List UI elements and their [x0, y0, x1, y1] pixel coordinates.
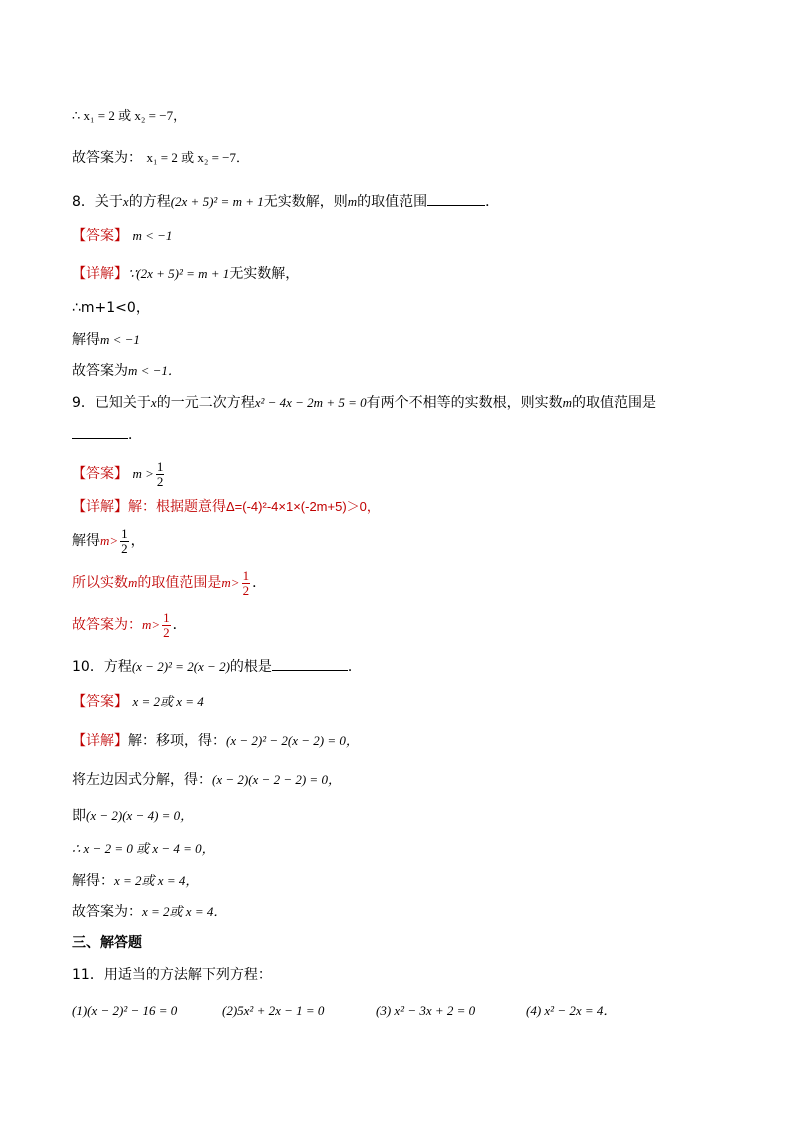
- q8-text1: 的方程: [128, 194, 171, 210]
- q9-final-prefix: 故答案为：: [72, 617, 142, 633]
- q10-cases-math: ∴ x − 2 = 0 或 x − 4 = 0，: [72, 841, 215, 856]
- q9-range-mid: 的取值范围是: [137, 575, 222, 591]
- q9-var-m: m: [562, 395, 573, 410]
- question-8: [72, 191, 499, 212]
- q9-solve-prefix: 解得: [72, 533, 100, 549]
- q8-var-x: x: [122, 194, 129, 209]
- q9-detail-line4: [72, 609, 187, 641]
- q10-answer: x = 2或 x = 4: [132, 694, 204, 709]
- q9-final-end: ．: [172, 617, 187, 633]
- q8-end: ．: [485, 194, 500, 210]
- q10-ie-text: 即: [72, 808, 86, 824]
- q9-range-fraction: $\frac{1}{2}$: [242, 567, 250, 598]
- q9-text1: 9．已知关于: [72, 395, 151, 411]
- q9-detail-line1: [72, 497, 380, 517]
- q9-solve-end: ，: [130, 533, 145, 549]
- q9-solve-fraction: $\frac{1}{2}$: [121, 525, 128, 556]
- q10-end: ．: [347, 659, 362, 675]
- q11-text: 11．用适当的方法解下列方程：: [72, 967, 272, 983]
- q9-range-prefix: 所以实数: [72, 575, 128, 591]
- q9-range-m: m>: [221, 575, 240, 590]
- q11-equation-4: (4) x² − 2x = 4．: [526, 1003, 617, 1018]
- q10-answer-line: [72, 692, 204, 712]
- q10-factor-text: 将左边因式分解，得：: [72, 772, 212, 788]
- question-9: [72, 393, 656, 413]
- q9-answer-fraction: $\frac{1}{2}$: [156, 458, 164, 489]
- q11-part4: [526, 1001, 616, 1021]
- q10-detail-line1: [72, 731, 359, 751]
- q8-answer: m < −1: [132, 228, 173, 243]
- q10-answer-blank[interactable]: [272, 656, 348, 671]
- q9-detail-tag: 【详解】: [72, 499, 128, 515]
- q9-answer-line: [72, 458, 166, 490]
- q9-solve-m: m>: [100, 533, 119, 548]
- q10-detail-tag: 【详解】: [72, 733, 128, 749]
- q8-detail-text: 无实数解，: [229, 266, 300, 282]
- q9-answer-tag: 【答案】: [72, 466, 128, 482]
- q8-solve-prefix: 解得: [72, 332, 100, 348]
- q8-solve-math: m < −1: [100, 332, 140, 347]
- question-10: [72, 656, 362, 677]
- q10-answer-tag: 【答案】: [72, 694, 128, 710]
- q11-equation-1: (1)(x − 2)² − 16 = 0: [72, 1003, 178, 1018]
- question-11: [72, 965, 272, 985]
- q8-equation: (2x + 5)² = m + 1: [170, 194, 264, 209]
- q9-final-m: m>: [142, 617, 161, 632]
- q8-detail-line2: [72, 298, 150, 318]
- q11-part2: [222, 1001, 324, 1021]
- q9-text2: 的一元二次方程: [156, 395, 255, 411]
- q9-text4: 的取值范围是: [572, 395, 657, 411]
- q10-text2: 的根是: [229, 659, 272, 675]
- q10-detail-line5: [72, 871, 198, 891]
- q10-solve-text: 解得：: [72, 873, 114, 889]
- q9-answer-blank[interactable]: [72, 424, 128, 439]
- q8-text3: 的取值范围: [357, 194, 428, 210]
- q8-detail-ineq: ∴m+1<0，: [72, 300, 150, 316]
- q8-text2: 无实数解，则: [263, 194, 348, 210]
- q10-equation: (x − 2)² = 2(x − 2): [131, 659, 230, 674]
- q8-number: 8．关于: [72, 194, 123, 210]
- q9-final-fraction: $\frac{1}{2}$: [163, 609, 170, 640]
- q8-answer-tag: 【答案】: [72, 228, 128, 244]
- q11-equation-2: (2)5x² + 2x − 1 = 0: [222, 1003, 325, 1018]
- q10-final-text: 故答案为：: [72, 904, 142, 920]
- q9-detail-line2: [72, 525, 145, 557]
- q8-detail-tag: 【详解】: [72, 266, 128, 282]
- q8-final-math: m < −1．: [128, 363, 181, 378]
- q9-end: ．: [128, 427, 142, 443]
- q8-detail-line3: [72, 330, 140, 350]
- q10-solve-math: x = 2或 x = 4，: [114, 873, 199, 888]
- q10-detail-line2: [72, 770, 341, 790]
- q9-var-x: x: [150, 395, 157, 410]
- q10-detail-math: (x − 2)² − 2(x − 2) = 0，: [226, 733, 359, 748]
- answer-prefix: 故答案为：: [72, 150, 142, 166]
- q9-blank-line: [72, 424, 142, 445]
- line-solution-x1-x2: [72, 106, 186, 126]
- q9-discriminant: Δ=(-4)²-4×1×(-2m+5)＞0，: [226, 499, 380, 514]
- q10-detail-line3: [72, 806, 193, 826]
- q10-ie-math: (x − 2)(x − 4) = 0，: [86, 808, 194, 823]
- q8-answer-blank[interactable]: [427, 191, 485, 206]
- q10-detail-text: 解：移项，得：: [128, 733, 226, 749]
- q8-var-m: m: [347, 194, 358, 209]
- q11-part1: [72, 1001, 177, 1021]
- q11-part3: [376, 1001, 475, 1021]
- q10-text1: 10．方程: [72, 659, 132, 675]
- q10-final-math: x = 2或 x = 4．: [142, 904, 227, 919]
- q9-detail-text: 解：根据题意得: [128, 499, 226, 515]
- q9-range-end: ．: [252, 575, 267, 591]
- q10-factor-math: (x − 2)(x − 2 − 2) = 0，: [212, 772, 341, 787]
- q8-detail-line1: [72, 264, 299, 284]
- q9-text3: 有两个不相等的实数根，则实数: [366, 395, 563, 411]
- section-heading: 三、解答题: [72, 935, 142, 951]
- math-text: ∴ x₁ = 2 或 x₂ = −7，: [72, 108, 187, 123]
- answer-math: x₁ = 2 或 x₂ = −7．: [146, 150, 250, 165]
- q8-detail-line4: [72, 361, 181, 381]
- q10-detail-line6: [72, 902, 226, 922]
- q9-equation: x² − 4x − 2m + 5 = 0: [254, 395, 367, 410]
- line-answer-x1-x2: [72, 148, 249, 168]
- q10-detail-line4: [72, 839, 215, 859]
- q9-range-var: m: [128, 575, 138, 590]
- q8-detail-math: ∵(2x + 5)² = m + 1: [128, 266, 230, 281]
- q8-answer-line: [72, 226, 172, 246]
- q11-equation-3: (3) x² − 3x + 2 = 0: [376, 1003, 476, 1018]
- q9-detail-line3: [72, 567, 266, 599]
- q9-answer-m: m >: [132, 466, 154, 481]
- q8-final-prefix: 故答案为: [72, 363, 128, 379]
